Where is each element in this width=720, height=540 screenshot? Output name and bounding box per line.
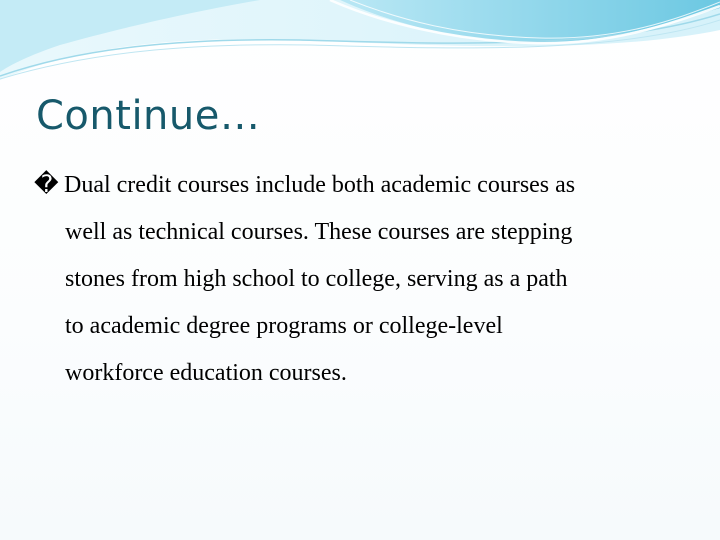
- bullet-list: [34, 162, 674, 397]
- bullet-text-line: well as technical courses. These courses are stepping: [65, 219, 573, 245]
- bullet-text-line: to academic degree programs or college-level: [65, 313, 503, 339]
- slide-title: Continue…: [36, 93, 261, 139]
- bullet-text-line: Dual credit courses include both academic courses as: [64, 172, 576, 198]
- bullet-text-line: workforce education courses.: [65, 360, 347, 386]
- bullet-text-line: stones from high school to college, serving as a path: [65, 266, 568, 292]
- bullet-item: [34, 162, 674, 397]
- header-wave-decoration: [0, 0, 720, 90]
- bullet-marker: �: [34, 172, 59, 198]
